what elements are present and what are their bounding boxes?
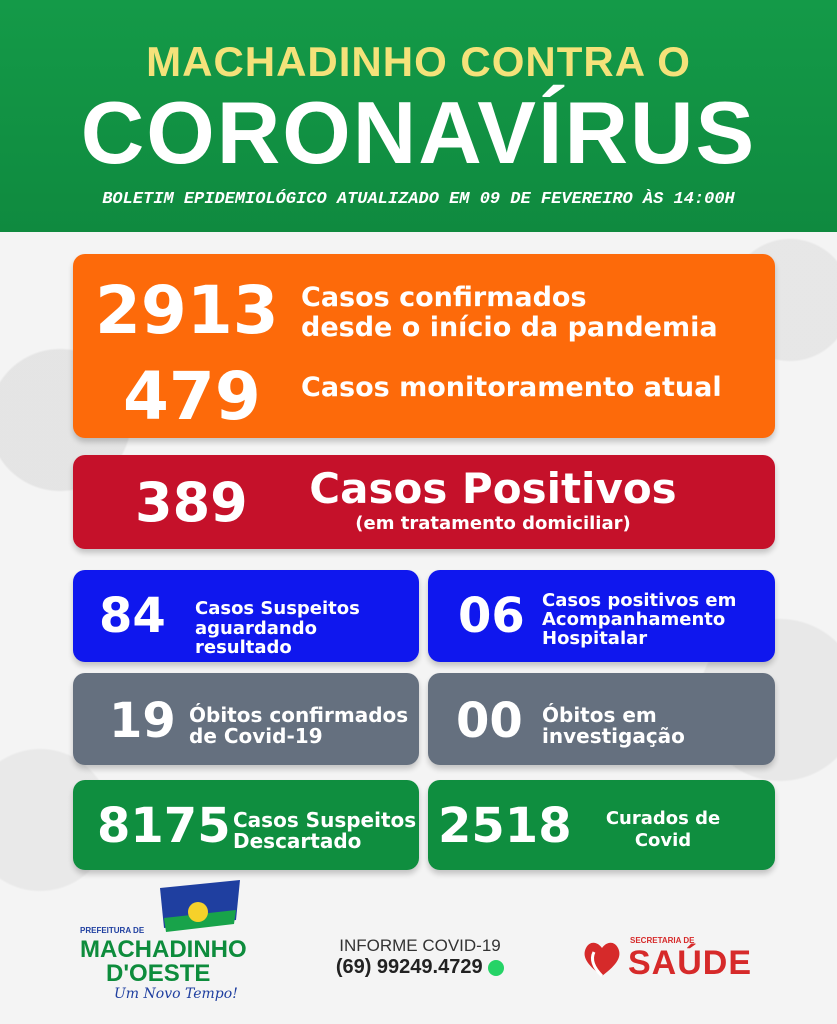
confirmed-number: 2913: [95, 272, 279, 349]
header-banner: [0, 0, 837, 232]
investigation-label-line2: investigação: [542, 724, 685, 748]
heart-logo-icon: [580, 936, 624, 980]
recovered-label-line1: Curados de: [605, 808, 721, 829]
informe-label: INFORME COVID-19: [339, 936, 501, 955]
sun-icon: [188, 902, 208, 922]
hospital-label-line1: Casos positivos em: [542, 590, 737, 611]
header-subtitle: MACHADINHO CONTRA O: [146, 38, 691, 85]
confirmed-cases-card: [73, 254, 775, 438]
discarded-card: [73, 780, 419, 870]
positive-number: 389: [135, 471, 248, 534]
logo-prefix: PREFEITURA DE: [80, 926, 145, 935]
monitoring-label: Casos monitoramento atual: [301, 372, 722, 403]
recovered-label-line2: Covid: [634, 830, 692, 851]
deaths-label-line2: de Covid-19: [189, 724, 323, 748]
confirmed-label-line2: desde o início da pandemia: [301, 312, 718, 343]
monitoring-number: 479: [123, 358, 261, 435]
saude-logo: [580, 936, 770, 984]
suspect-label-line2: aguardando resultado: [195, 618, 317, 658]
hospital-number: 06: [458, 588, 525, 644]
city-logo: [80, 880, 260, 1008]
positive-sublabel: (em tratamento domiciliar): [355, 513, 631, 534]
suspect-cases-card: [73, 570, 419, 662]
suspect-label-line1: Casos Suspeitos: [195, 598, 360, 619]
deaths-number: 19: [109, 693, 176, 749]
bulletin-date: BOLETIM EPIDEMIOLÓGICO ATUALIZADO EM 09 DE FEVEREIRO ÀS 14:00H: [102, 190, 735, 209]
positive-label: Casos Positivos: [309, 464, 677, 513]
hospital-label-line2: Acompanhamento: [542, 609, 726, 630]
informe-phone[interactable]: (69) 99249.4729: [335, 956, 483, 978]
recovered-number: 2518: [438, 798, 572, 854]
hospital-label-line3: Hospitalar: [542, 628, 648, 649]
deaths-label-line1: Óbitos confirmados: [189, 703, 409, 727]
discarded-label-line2: Descartado: [233, 829, 362, 853]
investigation-number: 00: [456, 693, 523, 749]
logo-slogan: Um Novo Tempo!: [114, 986, 238, 1002]
header-title: CORONAVÍRUS: [80, 83, 757, 182]
discarded-number: 8175: [97, 798, 231, 854]
suspect-number: 84: [99, 588, 166, 644]
investigation-label-line1: Óbitos em: [542, 703, 657, 727]
informe-block: [320, 936, 520, 979]
hospital-cases-card: [428, 570, 775, 662]
confirmed-label-line1: Casos confirmados: [301, 282, 587, 313]
deaths-card: [73, 673, 419, 765]
whatsapp-icon: [488, 960, 504, 976]
deaths-investigation-card: [428, 673, 775, 765]
saude-prefix: SECRETARIA DE: [630, 936, 695, 945]
recovered-card: [428, 780, 775, 870]
logo-city-line1: MACHADINHO: [80, 936, 247, 963]
discarded-label-line1: Casos Suspeitos: [233, 808, 417, 832]
positive-cases-card: [73, 455, 775, 549]
logo-city-line2: D'OESTE: [106, 960, 211, 987]
saude-label: SAÚDE: [628, 944, 753, 982]
